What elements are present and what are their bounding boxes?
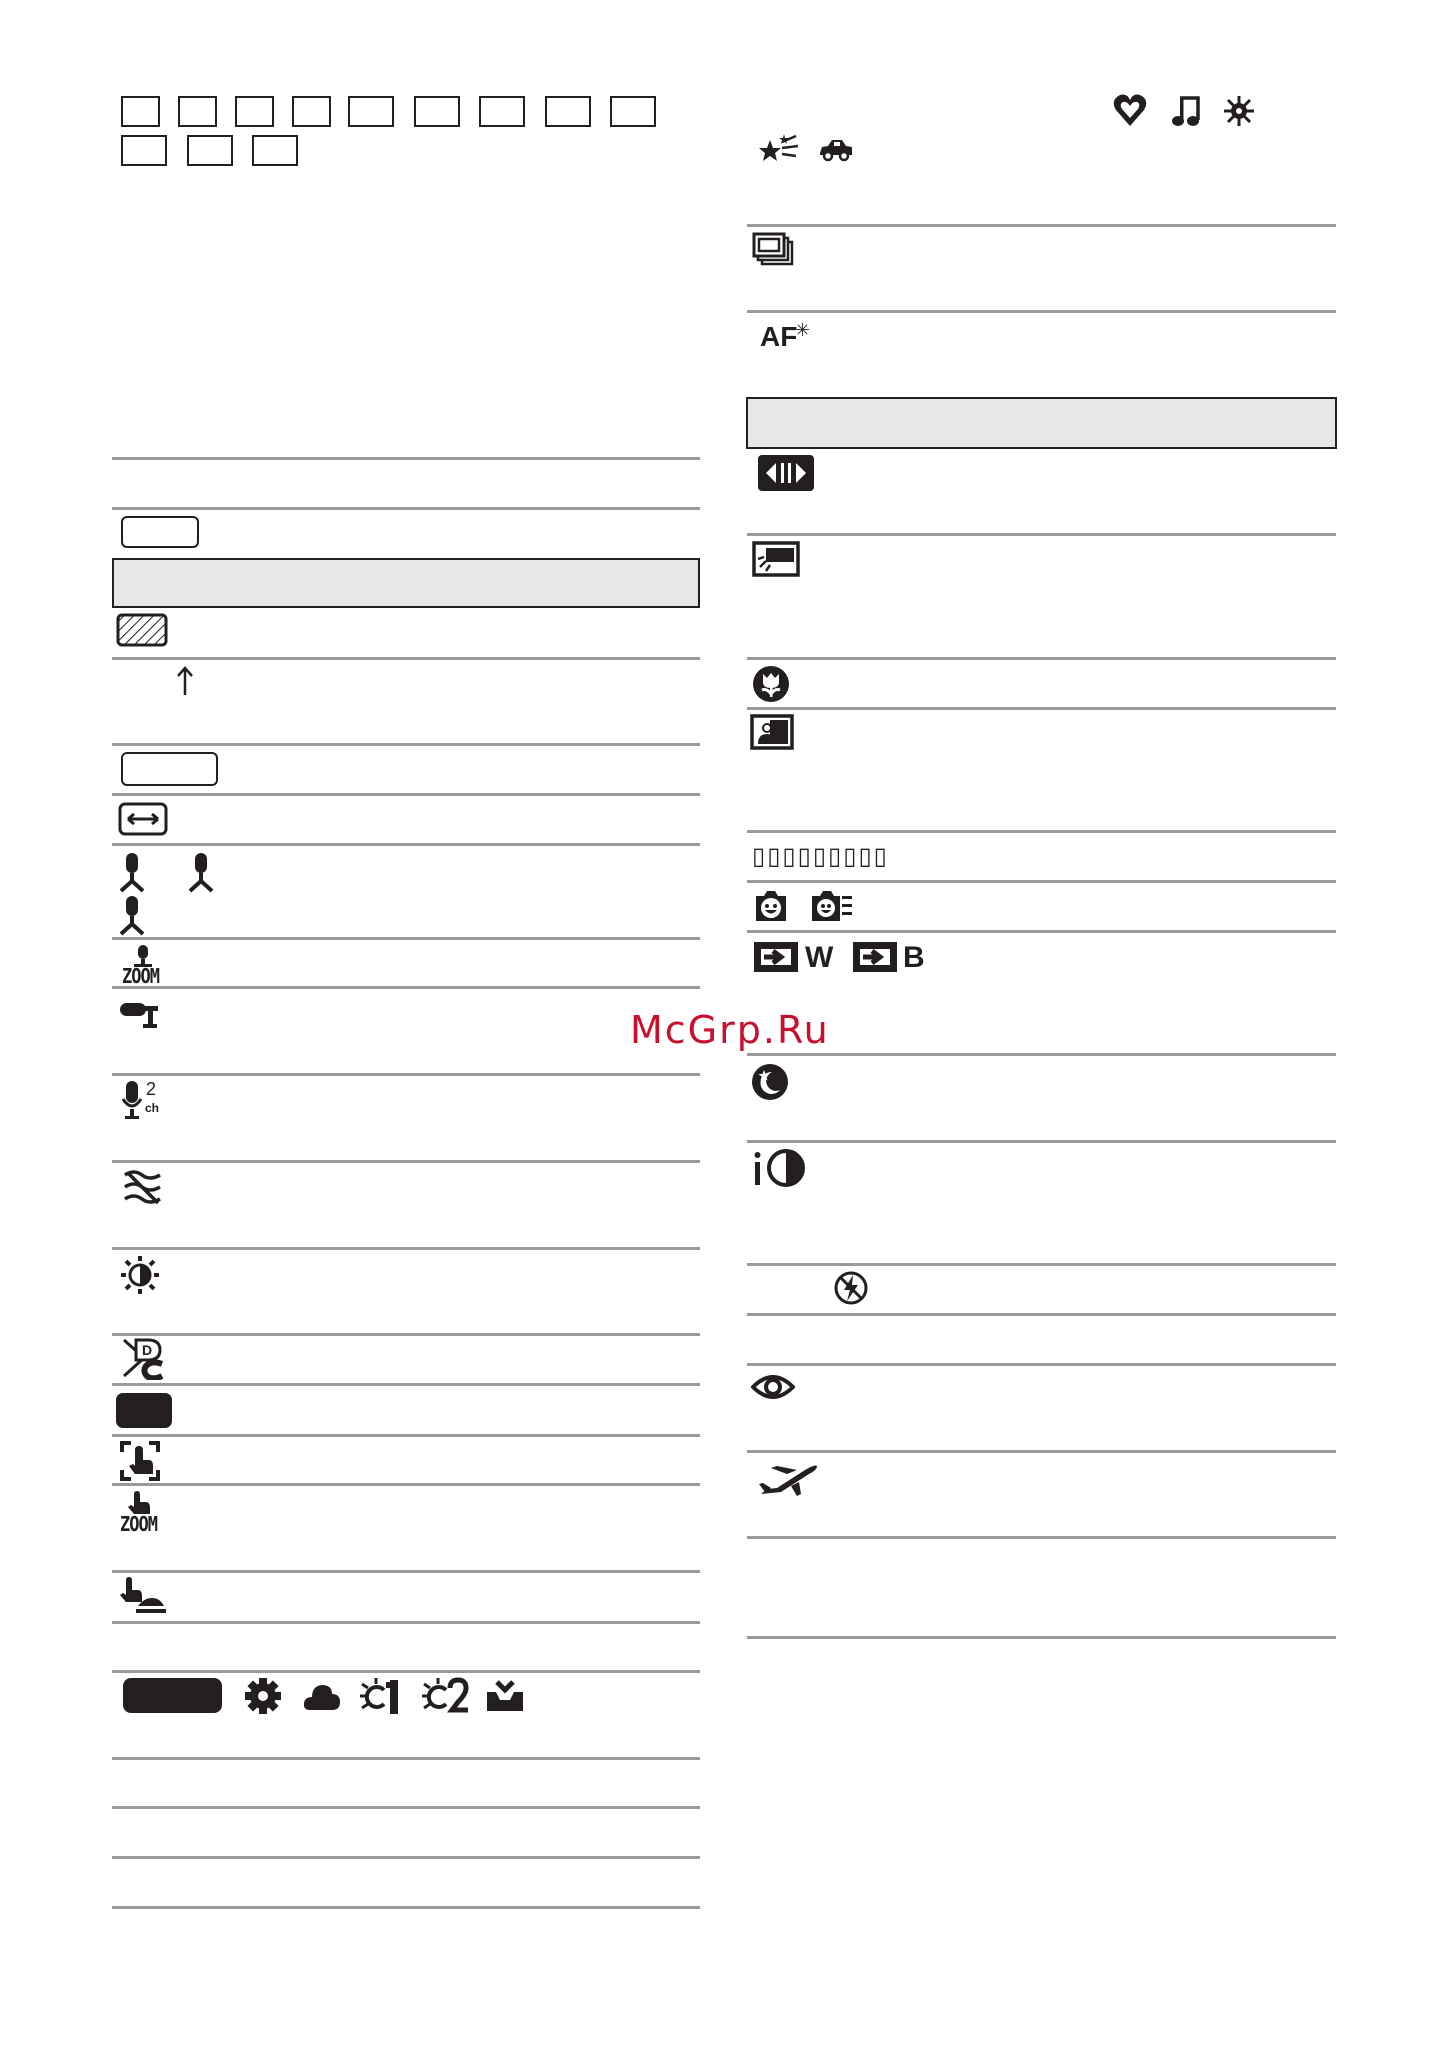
mode-box-9 [610, 96, 656, 127]
rule [747, 1263, 1336, 1266]
no-flash-icon [833, 1270, 869, 1306]
lamp-1-icon [358, 1676, 406, 1716]
zoom-mic-icon [122, 943, 164, 991]
touch-frame-icon [119, 1440, 161, 1482]
rule [747, 310, 1336, 313]
rule [112, 937, 700, 940]
zoom-label: ZOOM [122, 965, 159, 989]
ddc-icon [122, 1338, 166, 1380]
night-moon-icon [750, 1062, 790, 1102]
mode-box-3 [235, 96, 274, 127]
mode-box-6 [414, 96, 460, 127]
mode-box-10 [121, 135, 167, 166]
rounded-box-wide [121, 752, 218, 786]
rule [112, 1434, 700, 1437]
section-band [112, 558, 700, 608]
face-list-icon [810, 888, 854, 924]
mic-icon [118, 894, 146, 936]
brightness-icon [120, 1255, 160, 1295]
inbox-icon [484, 1678, 526, 1714]
af-label: AF [760, 321, 798, 352]
asterisk-mark: ✳ [795, 320, 811, 340]
rule [112, 1383, 700, 1386]
music-note-icon [1172, 94, 1202, 128]
mode-box-7 [479, 96, 525, 127]
touch-zoom-icon [120, 1490, 160, 1537]
rule [112, 1670, 700, 1673]
shooting-star-icon [758, 132, 800, 166]
rule [112, 743, 700, 746]
rule [112, 657, 700, 660]
contrast-icon [752, 1147, 806, 1189]
rule [747, 707, 1336, 710]
rule [112, 1757, 700, 1760]
zoom-label: ZOOM [120, 1513, 157, 1537]
rule [747, 1363, 1336, 1366]
mode-box-2 [178, 96, 217, 127]
rule [747, 1140, 1336, 1143]
rounded-box-small [121, 516, 199, 548]
rule [112, 1160, 700, 1163]
frames-icon [752, 232, 794, 268]
rule [112, 1483, 700, 1486]
rule [112, 1247, 700, 1250]
lamp-2-icon [420, 1676, 470, 1716]
mode-box-8 [545, 96, 591, 127]
portrait-icon [750, 714, 794, 750]
rule [112, 507, 700, 510]
ch2-label: ch [145, 1101, 160, 1115]
fade-icon [752, 940, 800, 974]
macro-tulip-icon [751, 664, 791, 704]
mode-box-12 [252, 135, 298, 166]
rule [112, 1906, 700, 1909]
mode-box-5 [348, 96, 394, 127]
mode-box-11 [187, 135, 233, 166]
cloud-icon [302, 1680, 342, 1714]
backlight-icon [752, 541, 800, 577]
rule [747, 880, 1336, 883]
mic-icon [118, 851, 146, 893]
black-box [116, 1393, 172, 1428]
section-band [746, 397, 1337, 449]
rule [112, 1073, 700, 1076]
rule [747, 224, 1336, 227]
rule [747, 1636, 1336, 1639]
heart-icon [1112, 92, 1148, 128]
rule [747, 1536, 1336, 1539]
sparkle-icon [1222, 94, 1256, 128]
eye-icon [751, 1372, 795, 1402]
wide-arrow-icon [118, 802, 168, 836]
rule [112, 843, 700, 846]
rule [747, 930, 1336, 933]
up-arrow-icon [175, 665, 195, 697]
fade-black-label: B [903, 941, 925, 974]
airplane-icon [757, 1458, 819, 1498]
car-icon [818, 137, 854, 163]
pan-arrows-icon [758, 455, 814, 491]
rule [747, 830, 1336, 833]
mic-icon [187, 851, 215, 893]
mic-2ch-icon [122, 1079, 160, 1121]
touch-shutter-icon [118, 1576, 168, 1616]
mode-box-1 [121, 96, 160, 127]
rule [112, 1333, 700, 1336]
rule [747, 1313, 1336, 1316]
rule [112, 1621, 700, 1624]
rule [747, 533, 1336, 536]
watermark: McGrp.Ru [630, 1008, 830, 1052]
rule [112, 986, 700, 989]
gear-icon [243, 1676, 283, 1716]
rule [747, 657, 1336, 660]
black-box-wide [123, 1678, 222, 1713]
square-placeholders: ▯▯▯▯▯▯▯▯▯ [752, 842, 889, 870]
rule [747, 1053, 1336, 1056]
fade-white-label: W [805, 941, 834, 974]
rule [112, 457, 700, 460]
mode-box-4 [292, 96, 331, 127]
rule [112, 793, 700, 796]
shotgun-mic-icon [118, 1000, 162, 1030]
face-icon [752, 888, 790, 924]
rule [112, 1856, 700, 1859]
rule [112, 1570, 700, 1573]
rule [747, 1450, 1336, 1453]
ch2-number: 2 [146, 1079, 157, 1099]
rule [112, 1806, 700, 1809]
svg-text:D: D [142, 1342, 153, 1358]
wind-cut-icon [122, 1167, 164, 1207]
fade-icon [851, 940, 899, 974]
hatched-box-icon [116, 613, 168, 647]
